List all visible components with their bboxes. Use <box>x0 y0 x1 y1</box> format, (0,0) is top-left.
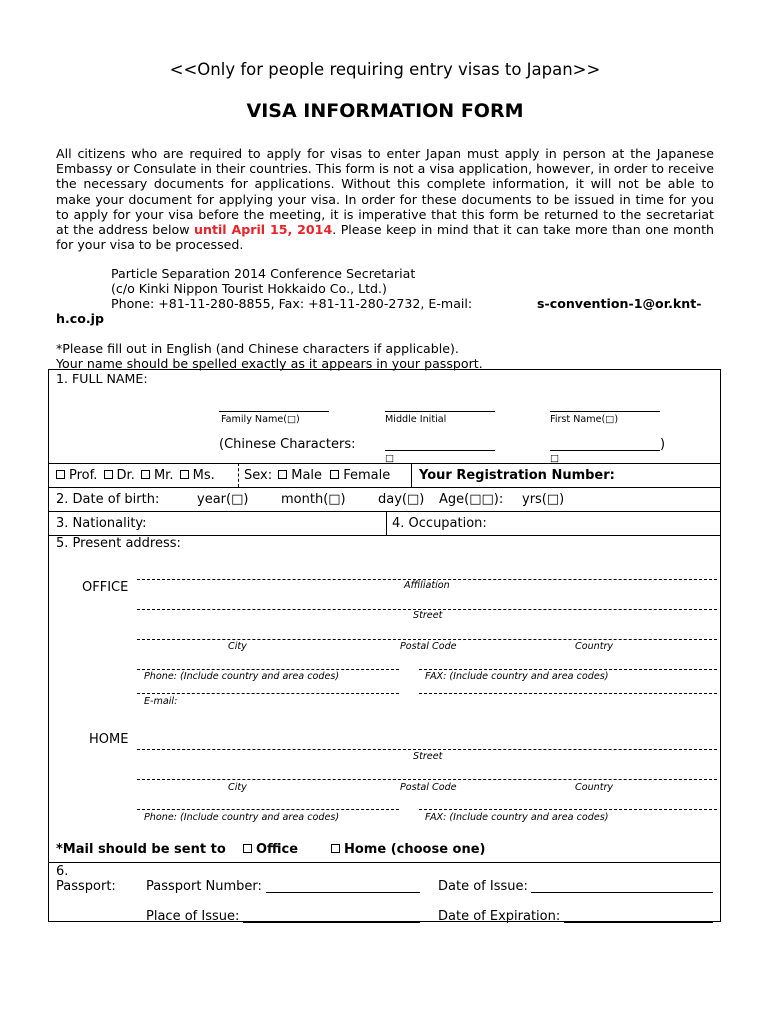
col-divider <box>238 463 239 487</box>
office-fax-line[interactable] <box>419 669 717 670</box>
mail-home-label: Home (choose one) <box>344 842 486 857</box>
placeholder-glyph: □ <box>385 453 395 464</box>
mail-home-checkbox[interactable] <box>331 844 340 853</box>
dob-label: 2. Date of birth: <box>56 492 160 507</box>
office-phone-line[interactable] <box>137 669 399 670</box>
row-divider <box>48 511 721 512</box>
dr-checkbox[interactable] <box>104 470 113 479</box>
prof-label: Prof. <box>69 468 98 483</box>
chinese-family-line[interactable] <box>385 450 495 451</box>
date-of-issue-label: Date of Issue: <box>438 879 528 894</box>
female-checkbox[interactable] <box>330 470 339 479</box>
postal-code-caption: Postal Code <box>400 641 457 652</box>
fax-caption: FAX: (Include country and area codes) <box>425 812 609 823</box>
mail-home-option <box>331 842 486 857</box>
secretariat-contact: Phone: +81-11-280-8855, Fax: +81-11-280-2732, E-mail: <box>111 296 473 311</box>
chinese-close-paren: ) <box>660 437 666 452</box>
date-of-issue-line[interactable] <box>531 892 713 893</box>
office-city-line[interactable] <box>137 639 717 640</box>
family-name-line[interactable] <box>219 411 329 412</box>
country-caption: Country <box>575 641 614 652</box>
occupation-label[interactable]: 4. Occupation: <box>392 516 487 531</box>
col-divider <box>386 511 387 535</box>
age-yrs: yrs(□) <box>522 492 565 507</box>
male-label: Male <box>291 468 323 483</box>
row-divider <box>48 862 721 863</box>
fax-caption: FAX: (Include country and area codes) <box>425 671 609 682</box>
chinese-first-line[interactable] <box>550 450 660 451</box>
home-street-line[interactable] <box>137 749 717 750</box>
mail-office-checkbox[interactable] <box>243 844 252 853</box>
intro-paragraph <box>56 146 714 252</box>
city-caption: City <box>228 641 247 652</box>
first-name-label: First Name(□) <box>550 414 619 425</box>
secretariat-company: (c/o Kinki Nippon Tourist Hokkaido Co., Ltd.) <box>111 281 387 296</box>
male-checkbox[interactable] <box>278 470 287 479</box>
registration-number-label: Your Registration Number: <box>419 468 615 483</box>
mail-office-label: Office <box>256 842 299 857</box>
street-caption: Street <box>413 751 443 762</box>
home-city-line[interactable] <box>137 779 717 780</box>
email-caption: E-mail: <box>144 696 178 707</box>
prof-checkbox[interactable] <box>56 470 65 479</box>
mr-checkbox[interactable] <box>141 470 150 479</box>
mail-destination-label: *Mail should be sent to <box>56 842 226 857</box>
passport-label: Passport: <box>56 879 116 894</box>
passport-number-line[interactable] <box>266 892 420 893</box>
dr-label: Dr. <box>116 468 135 483</box>
placeholder-glyph: □ <box>550 453 560 464</box>
deadline-text: until April 15, 2014 <box>194 222 333 238</box>
phone-caption: Phone: (Include country and area codes) <box>144 812 340 823</box>
female-label: Female <box>343 468 391 483</box>
full-name-label: 1. FULL NAME: <box>56 371 148 386</box>
country-caption: Country <box>575 782 614 793</box>
street-caption: Street <box>413 610 443 621</box>
row-divider <box>48 487 721 488</box>
intro-text-after: . Please keep in mind that it can take more than one month for your visa to be processed. <box>56 222 714 253</box>
home-phone-line[interactable] <box>137 809 399 810</box>
sex-options <box>244 468 390 483</box>
place-of-issue-label: Place of Issue: <box>146 909 240 924</box>
ms-checkbox[interactable] <box>180 470 189 479</box>
title-options <box>56 468 215 483</box>
family-name-label: Family Name(□) <box>221 414 300 425</box>
instruction-english: *Please fill out in English (and Chinese characters if applicable). <box>56 341 459 356</box>
dob-year[interactable]: year(□) <box>197 492 249 507</box>
mr-label: Mr. <box>153 468 174 483</box>
dob-month[interactable]: month(□) <box>281 492 346 507</box>
secretariat-email-part1[interactable]: s-convention-1@or.knt- <box>537 296 702 311</box>
office-email-line[interactable] <box>137 693 399 694</box>
dob-day[interactable]: day(□) <box>378 492 425 507</box>
middle-initial-line[interactable] <box>385 411 495 412</box>
secretariat-email-part2[interactable]: h.co.jp <box>56 311 104 326</box>
city-caption: City <box>228 782 247 793</box>
place-of-issue-line[interactable] <box>243 922 420 923</box>
secretariat-name: Particle Separation 2014 Conference Secretariat <box>111 266 416 281</box>
form-title: VISA INFORMATION FORM <box>246 100 524 122</box>
age-field[interactable]: Age(□□): <box>439 492 504 507</box>
home-label: HOME <box>89 732 129 747</box>
home-fax-line[interactable] <box>419 809 717 810</box>
instruction-passport: Your name should be spelled exactly as it appears in your passport. <box>56 356 483 371</box>
passport-number-label: Passport Number: <box>146 879 262 894</box>
office-label: OFFICE <box>82 580 129 595</box>
office-extra-line[interactable] <box>419 693 717 694</box>
phone-caption: Phone: (Include country and area codes) <box>144 671 340 682</box>
date-of-expiration-line[interactable] <box>564 922 713 923</box>
ms-label: Ms. <box>192 468 215 483</box>
chinese-chars-label: (Chinese Characters: <box>219 437 356 452</box>
affiliation-caption: Affiliation <box>404 580 450 591</box>
date-of-expiration-label: Date of Expiration: <box>438 909 561 924</box>
mail-office-option <box>243 842 298 857</box>
col-divider <box>411 463 412 487</box>
first-name-line[interactable] <box>550 411 660 412</box>
address-label: 5. Present address: <box>56 536 181 551</box>
postal-code-caption: Postal Code <box>400 782 457 793</box>
form-frame <box>48 369 721 922</box>
sex-label: Sex: <box>244 468 273 483</box>
intro-text: All citizens who are required to apply for visas to enter Japan must apply in person at the Japanese Embassy or Consulate in their countries. This form is not a visa application, however, in order to receive the necessary documents for applications. Without this complete information, it will not be able to make your document for applying your visa. In order for these documents to be issued in time for you to apply for your visa before the meeting, it is imperative that this form be returned to the secretariat at the address below <box>56 146 714 238</box>
nationality-label[interactable]: 3. Nationality: <box>56 516 147 531</box>
section-six-label: 6. <box>56 864 69 879</box>
middle-initial-label: Middle Initial <box>385 414 447 425</box>
top-notice: <<Only for people requiring entry visas to Japan>> <box>169 60 601 79</box>
